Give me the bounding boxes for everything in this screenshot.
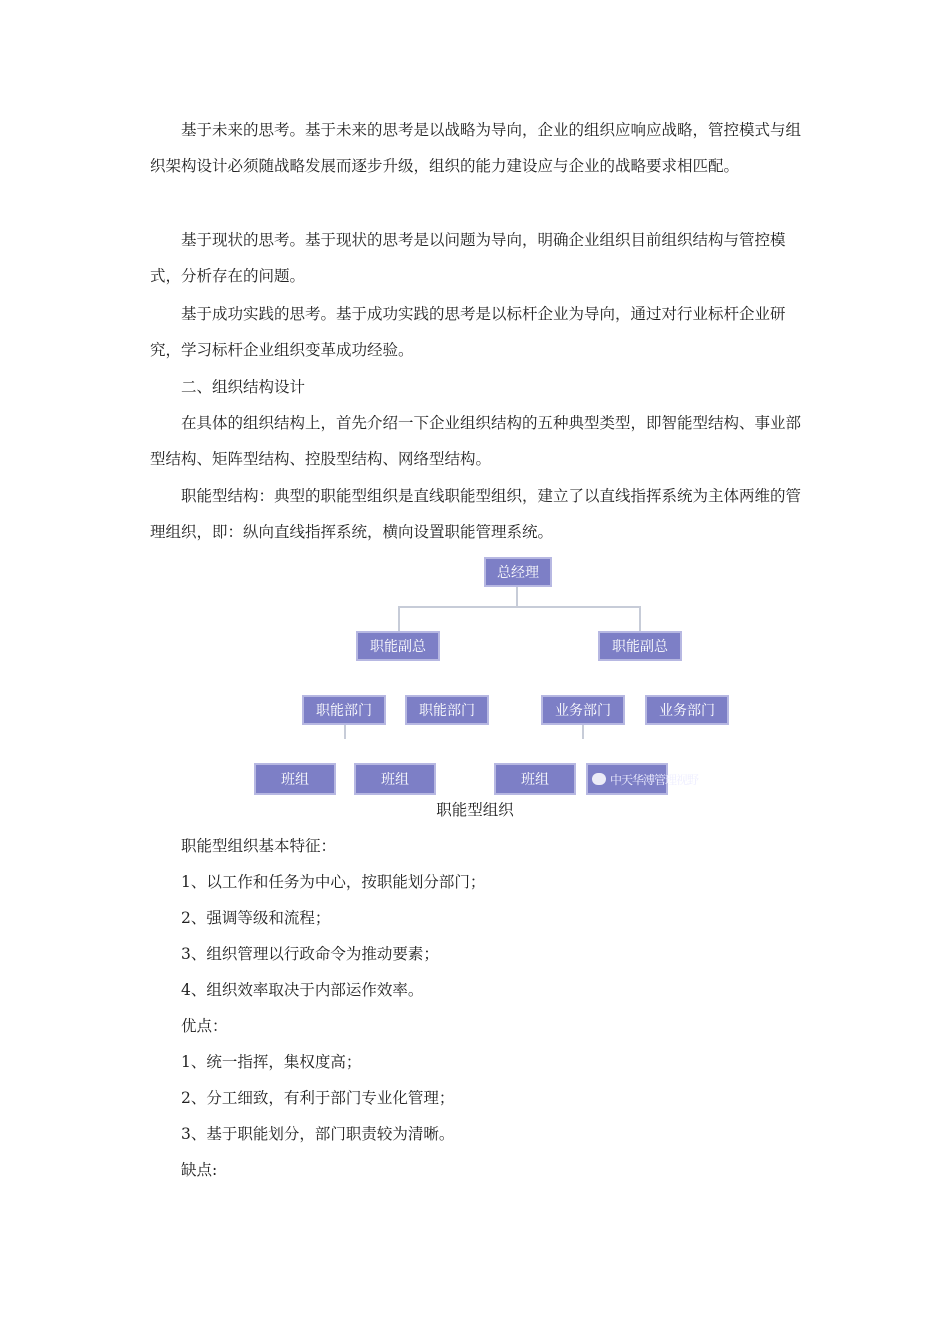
org-box-team-3: 班组 (494, 763, 576, 795)
org-box-team-2: 班组 (354, 763, 436, 795)
paragraph-current-thinking: 基于现状的思考。基于现状的思考是以问题为导向，明确企业组织目前组织结构与管控模式，分析存在的问题。 (150, 231, 786, 285)
list-line: 1、以工作和任务为中心，按职能划分部门； (181, 873, 486, 891)
wechat-icon (592, 773, 606, 785)
list-line: 2、分工细致，有利于部门专业化管理； (181, 1089, 455, 1107)
org-box-dept-4: 业务部门 (645, 695, 729, 725)
list-line: 2、强调等级和流程； (181, 909, 331, 927)
list-line: 4、组织效率取决于内部运作效率。 (181, 981, 424, 999)
org-box-team-1: 班组 (254, 763, 336, 795)
figure-caption: 职能型组织 (436, 801, 514, 819)
list-line: 1、统一指挥，集权度高； (181, 1053, 362, 1071)
connector-line (582, 725, 584, 739)
paragraph-future-thinking: 基于未来的思考。基于未来的思考是以战略为导向，企业的组织应响应战略，管控模式与组织架构设计必须随战略发展而逐步升级，组织的能力建设应与企业的战略要求相匹配。 (150, 121, 802, 175)
list-line: 优点： (181, 1017, 228, 1035)
watermark-text: 中天华溥管理视野 (610, 772, 699, 787)
org-box-general-manager: 总经理 (484, 557, 552, 587)
org-chart-figure (252, 557, 730, 799)
list-line: 3、组织管理以行政命令为推动要素； (181, 945, 439, 963)
paragraph-structure-types: 在具体的组织结构上，首先介绍一下企业组织结构的五种典型类型，即智能型结构、事业部型结构、矩阵型结构、控股型结构、网络型结构。 (150, 414, 802, 468)
list-line: 职能型组织基本特征： (181, 837, 337, 855)
org-box-dept-3: 业务部门 (541, 695, 625, 725)
paragraph-practice-thinking: 基于成功实践的思考。基于成功实践的思考是以标杆企业为导向，通过对行业标杆企业研究，学习标杆企业组织变革成功经验。 (150, 305, 786, 359)
section-heading: 二、组织结构设计 (181, 378, 306, 396)
connector-line (639, 606, 641, 631)
watermark (592, 768, 698, 790)
org-box-dept-2: 职能部门 (405, 695, 489, 725)
connector-line (344, 725, 346, 739)
list-line: 3、基于职能划分，部门职责较为清晰。 (181, 1125, 455, 1143)
connector-line (398, 606, 400, 631)
org-box-vp-left: 职能副总 (356, 631, 440, 661)
list-line: 缺点: (181, 1161, 218, 1179)
paragraph-functional-structure: 职能型结构：典型的职能型组织是直线职能型组织，建立了以直线指挥系统为主体两维的管理组织，即：纵向直线指挥系统，横向设置职能管理系统。 (150, 487, 802, 541)
org-box-dept-1: 职能部门 (302, 695, 386, 725)
connector-line (516, 587, 518, 607)
org-box-vp-right: 职能副总 (598, 631, 682, 661)
connector-line (398, 606, 640, 608)
